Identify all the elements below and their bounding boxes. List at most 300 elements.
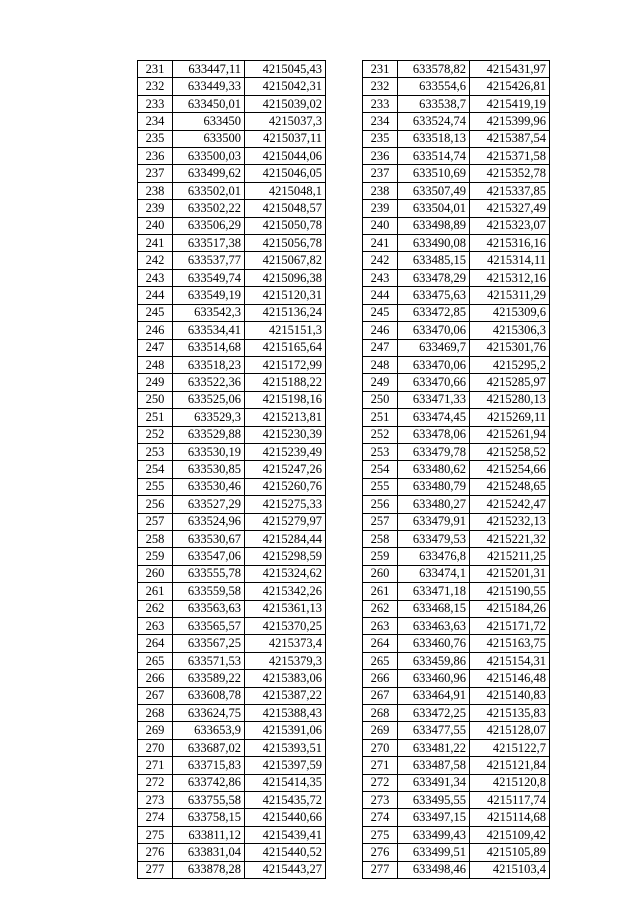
y-coordinate-cell: 4215431,97 [470, 61, 550, 78]
table-row [363, 409, 550, 426]
y-coordinate-cell: 4215172,99 [245, 356, 326, 373]
y-coordinate-cell: 4215370,25 [245, 618, 326, 635]
point-number-cell: 232 [138, 78, 173, 95]
y-coordinate-cell: 4215387,54 [470, 130, 550, 147]
y-coordinate-cell: 4215314,11 [470, 252, 550, 269]
x-coordinate-cell: 633464,91 [398, 687, 470, 704]
x-coordinate-cell: 633559,58 [173, 583, 245, 600]
table-row [138, 792, 326, 809]
table-row [363, 652, 550, 669]
coordinates-table-right [362, 60, 550, 879]
table-row [138, 635, 326, 652]
x-coordinate-cell: 633522,36 [173, 374, 245, 391]
point-number-cell: 268 [363, 705, 398, 722]
table-row [363, 809, 550, 826]
table-row [138, 130, 326, 147]
x-coordinate-cell: 633500,03 [173, 148, 245, 165]
x-coordinate-cell: 633811,12 [173, 826, 245, 843]
point-number-cell: 249 [363, 374, 398, 391]
y-coordinate-cell: 4215324,62 [245, 565, 326, 582]
y-coordinate-cell: 4215383,06 [245, 670, 326, 687]
y-coordinate-cell: 4215373,4 [245, 635, 326, 652]
y-coordinate-cell: 4215419,19 [470, 95, 550, 112]
table-row [363, 757, 550, 774]
table-row [138, 356, 326, 373]
x-coordinate-cell: 633742,86 [173, 774, 245, 791]
x-coordinate-cell: 633447,11 [173, 61, 245, 78]
point-number-cell: 259 [138, 548, 173, 565]
x-coordinate-cell: 633530,19 [173, 443, 245, 460]
y-coordinate-cell: 4215037,11 [245, 130, 326, 147]
y-coordinate-cell: 4215128,07 [470, 722, 550, 739]
point-number-cell: 263 [138, 618, 173, 635]
point-number-cell: 234 [138, 113, 173, 130]
point-number-cell: 233 [138, 95, 173, 112]
x-coordinate-cell: 633491,34 [398, 774, 470, 791]
y-coordinate-cell: 4215221,32 [470, 530, 550, 547]
table-row [363, 165, 550, 182]
table-row [363, 461, 550, 478]
y-coordinate-cell: 4215232,13 [470, 513, 550, 530]
table-row [363, 618, 550, 635]
x-coordinate-cell: 633498,46 [398, 861, 470, 878]
table-row [138, 217, 326, 234]
point-number-cell: 242 [363, 252, 398, 269]
point-number-cell: 244 [138, 287, 173, 304]
table-row [363, 705, 550, 722]
point-number-cell: 237 [138, 165, 173, 182]
y-coordinate-cell: 4215140,83 [470, 687, 550, 704]
point-number-cell: 241 [363, 235, 398, 252]
point-number-cell: 244 [363, 287, 398, 304]
x-coordinate-cell: 633687,02 [173, 739, 245, 756]
x-coordinate-cell: 633529,88 [173, 426, 245, 443]
y-coordinate-cell: 4215443,27 [245, 861, 326, 878]
x-coordinate-cell: 633549,74 [173, 269, 245, 286]
x-coordinate-cell: 633460,76 [398, 635, 470, 652]
table-row [138, 461, 326, 478]
table-row [363, 635, 550, 652]
point-number-cell: 267 [363, 687, 398, 704]
table-row [138, 565, 326, 582]
point-number-cell: 234 [363, 113, 398, 130]
x-coordinate-cell: 633758,15 [173, 809, 245, 826]
table-row [363, 687, 550, 704]
y-coordinate-cell: 4215393,51 [245, 739, 326, 756]
point-number-cell: 274 [363, 809, 398, 826]
x-coordinate-cell: 633477,55 [398, 722, 470, 739]
y-coordinate-cell: 4215239,49 [245, 443, 326, 460]
table-row [363, 426, 550, 443]
x-coordinate-cell: 633589,22 [173, 670, 245, 687]
point-number-cell: 245 [363, 304, 398, 321]
point-number-cell: 238 [363, 182, 398, 199]
x-coordinate-cell: 633567,25 [173, 635, 245, 652]
x-coordinate-cell: 633517,38 [173, 235, 245, 252]
x-coordinate-cell: 633471,33 [398, 391, 470, 408]
point-number-cell: 249 [138, 374, 173, 391]
table-row [138, 304, 326, 321]
x-coordinate-cell: 633524,96 [173, 513, 245, 530]
table-row [363, 530, 550, 547]
y-coordinate-cell: 4215295,2 [470, 356, 550, 373]
table-row [363, 722, 550, 739]
point-number-cell: 246 [363, 322, 398, 339]
x-coordinate-cell: 633459,86 [398, 652, 470, 669]
table-row [138, 583, 326, 600]
table-row [138, 618, 326, 635]
table-row [363, 391, 550, 408]
table-row [363, 565, 550, 582]
table-row [138, 687, 326, 704]
table-row [363, 235, 550, 252]
x-coordinate-cell: 633514,68 [173, 339, 245, 356]
table-row [138, 496, 326, 513]
x-coordinate-cell: 633653,9 [173, 722, 245, 739]
x-coordinate-cell: 633527,29 [173, 496, 245, 513]
table-row [363, 600, 550, 617]
point-number-cell: 257 [138, 513, 173, 530]
y-coordinate-cell: 4215260,76 [245, 478, 326, 495]
table-row [138, 774, 326, 791]
point-number-cell: 257 [363, 513, 398, 530]
point-number-cell: 276 [138, 844, 173, 861]
y-coordinate-cell: 4215352,78 [470, 165, 550, 182]
table-row [138, 322, 326, 339]
table-row [138, 78, 326, 95]
y-coordinate-cell: 4215399,96 [470, 113, 550, 130]
table-row [138, 95, 326, 112]
table-row [363, 322, 550, 339]
y-coordinate-cell: 4215435,72 [245, 792, 326, 809]
x-coordinate-cell: 633530,46 [173, 478, 245, 495]
x-coordinate-cell: 633529,3 [173, 409, 245, 426]
x-coordinate-cell: 633481,22 [398, 739, 470, 756]
x-coordinate-cell: 633831,04 [173, 844, 245, 861]
x-coordinate-cell: 633500 [173, 130, 245, 147]
y-coordinate-cell: 4215387,22 [245, 687, 326, 704]
x-coordinate-cell: 633524,74 [398, 113, 470, 130]
x-coordinate-cell: 633490,08 [398, 235, 470, 252]
table-row [138, 722, 326, 739]
table-row [138, 443, 326, 460]
x-coordinate-cell: 633624,75 [173, 705, 245, 722]
point-number-cell: 270 [363, 739, 398, 756]
x-coordinate-cell: 633502,22 [173, 200, 245, 217]
point-number-cell: 264 [363, 635, 398, 652]
coordinates-table-left-body [138, 61, 326, 879]
table-row [138, 705, 326, 722]
x-coordinate-cell: 633549,19 [173, 287, 245, 304]
point-number-cell: 252 [138, 426, 173, 443]
point-number-cell: 261 [138, 583, 173, 600]
x-coordinate-cell: 633478,06 [398, 426, 470, 443]
y-coordinate-cell: 4215258,52 [470, 443, 550, 460]
x-coordinate-cell: 633507,49 [398, 182, 470, 199]
y-coordinate-cell: 4215269,11 [470, 409, 550, 426]
y-coordinate-cell: 4215261,94 [470, 426, 550, 443]
x-coordinate-cell: 633468,15 [398, 600, 470, 617]
table-row [363, 148, 550, 165]
point-number-cell: 270 [138, 739, 173, 756]
table-row [138, 548, 326, 565]
point-number-cell: 261 [363, 583, 398, 600]
x-coordinate-cell: 633472,25 [398, 705, 470, 722]
point-number-cell: 265 [138, 652, 173, 669]
table-row [138, 844, 326, 861]
table-row [138, 600, 326, 617]
point-number-cell: 254 [138, 461, 173, 478]
y-coordinate-cell: 4215388,43 [245, 705, 326, 722]
table-row [363, 443, 550, 460]
x-coordinate-cell: 633514,74 [398, 148, 470, 165]
point-number-cell: 239 [363, 200, 398, 217]
x-coordinate-cell: 633555,78 [173, 565, 245, 582]
x-coordinate-cell: 633495,55 [398, 792, 470, 809]
x-coordinate-cell: 633547,06 [173, 548, 245, 565]
point-number-cell: 241 [138, 235, 173, 252]
y-coordinate-cell: 4215146,48 [470, 670, 550, 687]
table-row [363, 252, 550, 269]
y-coordinate-cell: 4215211,25 [470, 548, 550, 565]
table-row [363, 496, 550, 513]
point-number-cell: 237 [363, 165, 398, 182]
table-row [138, 757, 326, 774]
x-coordinate-cell: 633460,96 [398, 670, 470, 687]
x-coordinate-cell: 633530,67 [173, 530, 245, 547]
point-number-cell: 250 [363, 391, 398, 408]
point-number-cell: 269 [138, 722, 173, 739]
point-number-cell: 273 [138, 792, 173, 809]
table-row [363, 356, 550, 373]
x-coordinate-cell: 633485,15 [398, 252, 470, 269]
point-number-cell: 251 [363, 409, 398, 426]
y-coordinate-cell: 4215391,06 [245, 722, 326, 739]
x-coordinate-cell: 633554,6 [398, 78, 470, 95]
table-row [363, 130, 550, 147]
table-row [138, 478, 326, 495]
x-coordinate-cell: 633469,7 [398, 339, 470, 356]
y-coordinate-cell: 4215198,16 [245, 391, 326, 408]
y-coordinate-cell: 4215109,42 [470, 826, 550, 843]
table-row [363, 269, 550, 286]
table-row [138, 148, 326, 165]
point-number-cell: 242 [138, 252, 173, 269]
y-coordinate-cell: 4215042,31 [245, 78, 326, 95]
table-row [363, 844, 550, 861]
y-coordinate-cell: 4215151,3 [245, 322, 326, 339]
table-row [138, 374, 326, 391]
x-coordinate-cell: 633506,29 [173, 217, 245, 234]
table-row [138, 826, 326, 843]
point-number-cell: 266 [363, 670, 398, 687]
point-number-cell: 252 [363, 426, 398, 443]
point-number-cell: 258 [363, 530, 398, 547]
point-number-cell: 236 [363, 148, 398, 165]
y-coordinate-cell: 4215114,68 [470, 809, 550, 826]
x-coordinate-cell: 633470,06 [398, 322, 470, 339]
point-number-cell: 240 [138, 217, 173, 234]
point-number-cell: 243 [363, 269, 398, 286]
y-coordinate-cell: 4215440,52 [245, 844, 326, 861]
x-coordinate-cell: 633518,23 [173, 356, 245, 373]
table-row [138, 339, 326, 356]
table-row [363, 113, 550, 130]
table-row [363, 200, 550, 217]
y-coordinate-cell: 4215121,84 [470, 757, 550, 774]
table-row [138, 739, 326, 756]
y-coordinate-cell: 4215117,74 [470, 792, 550, 809]
y-coordinate-cell: 4215323,07 [470, 217, 550, 234]
point-number-cell: 262 [363, 600, 398, 617]
y-coordinate-cell: 4215050,78 [245, 217, 326, 234]
y-coordinate-cell: 4215280,13 [470, 391, 550, 408]
point-number-cell: 275 [138, 826, 173, 843]
x-coordinate-cell: 633478,29 [398, 269, 470, 286]
y-coordinate-cell: 4215213,81 [245, 409, 326, 426]
y-coordinate-cell: 4215067,82 [245, 252, 326, 269]
y-coordinate-cell: 4215312,16 [470, 269, 550, 286]
x-coordinate-cell: 633471,18 [398, 583, 470, 600]
table-row [138, 809, 326, 826]
y-coordinate-cell: 4215230,39 [245, 426, 326, 443]
x-coordinate-cell: 633479,91 [398, 513, 470, 530]
table-row [363, 182, 550, 199]
y-coordinate-cell: 4215309,6 [470, 304, 550, 321]
point-number-cell: 247 [138, 339, 173, 356]
y-coordinate-cell: 4215306,3 [470, 322, 550, 339]
y-coordinate-cell: 4215105,89 [470, 844, 550, 861]
table-row [363, 670, 550, 687]
x-coordinate-cell: 633525,06 [173, 391, 245, 408]
y-coordinate-cell: 4215188,22 [245, 374, 326, 391]
point-number-cell: 235 [363, 130, 398, 147]
point-number-cell: 240 [363, 217, 398, 234]
point-number-cell: 277 [138, 861, 173, 878]
table-row [138, 391, 326, 408]
table-row [363, 95, 550, 112]
point-number-cell: 255 [138, 478, 173, 495]
y-coordinate-cell: 4215171,72 [470, 618, 550, 635]
x-coordinate-cell: 633497,15 [398, 809, 470, 826]
table-row [363, 78, 550, 95]
point-number-cell: 259 [363, 548, 398, 565]
point-number-cell: 239 [138, 200, 173, 217]
point-number-cell: 256 [138, 496, 173, 513]
table-row [138, 269, 326, 286]
x-coordinate-cell: 633450 [173, 113, 245, 130]
y-coordinate-cell: 4215135,83 [470, 705, 550, 722]
x-coordinate-cell: 633470,66 [398, 374, 470, 391]
table-row [138, 861, 326, 878]
coordinates-table-right-body [363, 61, 550, 879]
x-coordinate-cell: 633480,79 [398, 478, 470, 495]
point-number-cell: 231 [363, 61, 398, 78]
x-coordinate-cell: 633499,51 [398, 844, 470, 861]
x-coordinate-cell: 633530,85 [173, 461, 245, 478]
x-coordinate-cell: 633565,57 [173, 618, 245, 635]
table-row [138, 409, 326, 426]
point-number-cell: 274 [138, 809, 173, 826]
x-coordinate-cell: 633474,1 [398, 565, 470, 582]
point-number-cell: 263 [363, 618, 398, 635]
y-coordinate-cell: 4215254,66 [470, 461, 550, 478]
x-coordinate-cell: 633479,78 [398, 443, 470, 460]
x-coordinate-cell: 633479,53 [398, 530, 470, 547]
table-row [138, 200, 326, 217]
table-row [363, 826, 550, 843]
table-row [138, 287, 326, 304]
table-row [363, 739, 550, 756]
point-number-cell: 254 [363, 461, 398, 478]
table-row [363, 339, 550, 356]
table-row [138, 165, 326, 182]
x-coordinate-cell: 633510,69 [398, 165, 470, 182]
y-coordinate-cell: 4215275,33 [245, 496, 326, 513]
y-coordinate-cell: 4215046,05 [245, 165, 326, 182]
y-coordinate-cell: 4215184,26 [470, 600, 550, 617]
x-coordinate-cell: 633475,63 [398, 287, 470, 304]
y-coordinate-cell: 4215096,38 [245, 269, 326, 286]
y-coordinate-cell: 4215247,26 [245, 461, 326, 478]
point-number-cell: 264 [138, 635, 173, 652]
x-coordinate-cell: 633498,89 [398, 217, 470, 234]
y-coordinate-cell: 4215337,85 [470, 182, 550, 199]
table-row [363, 792, 550, 809]
table-row [138, 426, 326, 443]
table-row [363, 304, 550, 321]
point-number-cell: 233 [363, 95, 398, 112]
x-coordinate-cell: 633476,8 [398, 548, 470, 565]
y-coordinate-cell: 4215440,66 [245, 809, 326, 826]
y-coordinate-cell: 4215311,29 [470, 287, 550, 304]
table-row [363, 548, 550, 565]
table-row [363, 217, 550, 234]
x-coordinate-cell: 633474,45 [398, 409, 470, 426]
x-coordinate-cell: 633470,06 [398, 356, 470, 373]
x-coordinate-cell: 633715,83 [173, 757, 245, 774]
y-coordinate-cell: 4215316,16 [470, 235, 550, 252]
table-row [363, 583, 550, 600]
y-coordinate-cell: 4215163,75 [470, 635, 550, 652]
y-coordinate-cell: 4215037,3 [245, 113, 326, 130]
y-coordinate-cell: 4215120,8 [470, 774, 550, 791]
y-coordinate-cell: 4215190,55 [470, 583, 550, 600]
point-number-cell: 245 [138, 304, 173, 321]
point-number-cell: 248 [138, 356, 173, 373]
y-coordinate-cell: 4215426,81 [470, 78, 550, 95]
table-row [363, 374, 550, 391]
y-coordinate-cell: 4215136,24 [245, 304, 326, 321]
point-number-cell: 272 [138, 774, 173, 791]
point-number-cell: 258 [138, 530, 173, 547]
x-coordinate-cell: 633480,62 [398, 461, 470, 478]
table-row [138, 652, 326, 669]
y-coordinate-cell: 4215284,44 [245, 530, 326, 547]
x-coordinate-cell: 633472,85 [398, 304, 470, 321]
point-number-cell: 269 [363, 722, 398, 739]
x-coordinate-cell: 633563,63 [173, 600, 245, 617]
x-coordinate-cell: 633518,13 [398, 130, 470, 147]
point-number-cell: 267 [138, 687, 173, 704]
x-coordinate-cell: 633571,53 [173, 652, 245, 669]
y-coordinate-cell: 4215045,43 [245, 61, 326, 78]
table-row [363, 287, 550, 304]
table-row [138, 113, 326, 130]
y-coordinate-cell: 4215298,59 [245, 548, 326, 565]
point-number-cell: 255 [363, 478, 398, 495]
point-number-cell: 277 [363, 861, 398, 878]
